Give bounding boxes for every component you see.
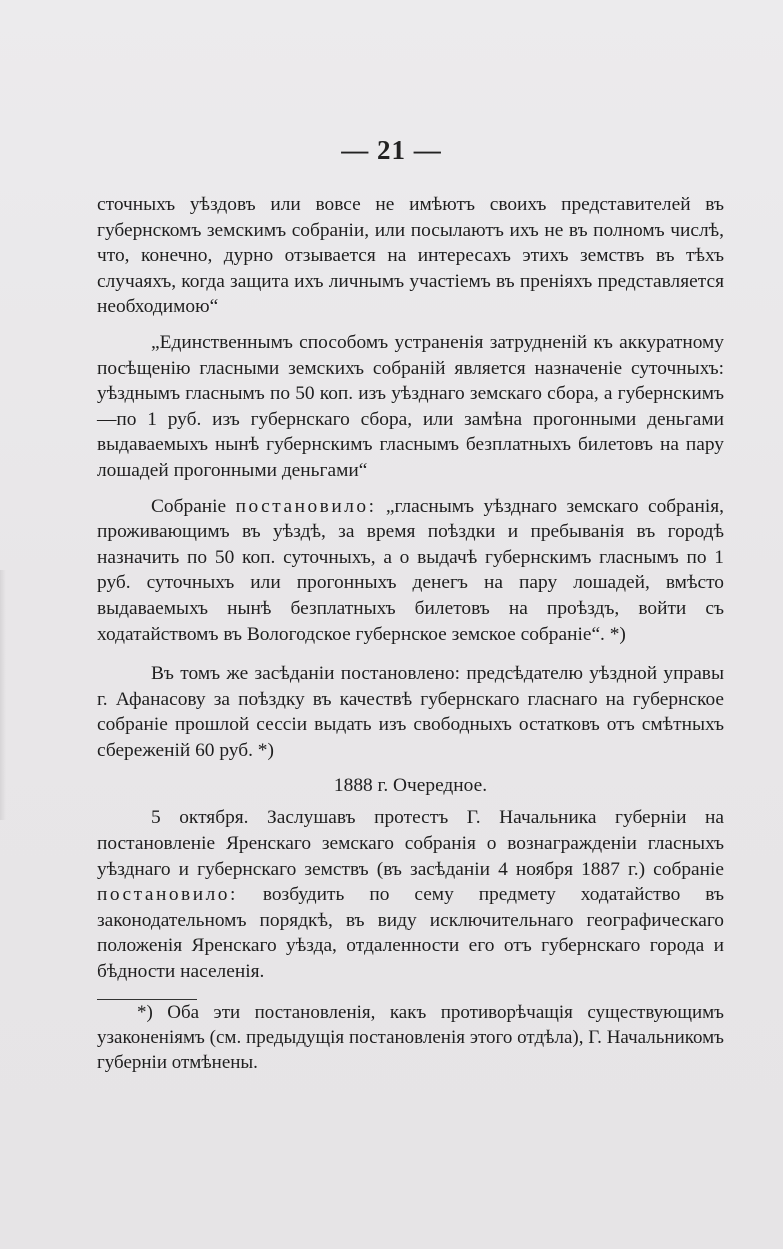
resolution-text: „гласнымъ уѣзднаго земскаго собранія, проживающимъ въ уѣздѣ, за время поѣздки и пребыванія въ городѣ назначить по 50 коп. суточныхъ, а о выдачѣ губернскимъ гласнымъ по 1 руб. суточныхъ или прогонныхъ денегъ на пару лошадей, вмѣсто выдаваемыхъ нынѣ безплатныхъ билетовъ на проѣздъ, войти съ ходатайствомъ въ Вологодское губернское земское собраніе“. *) [97,495,724,645]
section-heading: 1888 г. Очередное. [333,775,488,797]
page-number: — 21 — [341,135,442,165]
paragraph-continued: сточныхъ уѣздовъ или вовсе не имѣютъ своихъ представителей въ губернскомъ земскимъ собраніи, или посылаютъ ихъ не въ полномъ числѣ, что, конечно, дурно отзывается на интересахъ этихъ земствъ въ тѣхъ случаяхъ, когда защита ихъ личнымъ участіемъ въ преніяхъ представляется необходимою“ [97,194,724,318]
october-text: возбудить по сему предмету ходатайство въ законодательномъ порядкѣ, въ виду исключительнаго географическаго положенія Яренскаго уѣзда, отдаленности его отъ губернскаго города и бѣдности населенія. [97,884,724,983]
footnote: *) Оба эти постановленія, какъ противорѣчащія существующимъ узаконеніямъ (см. предыдущія постановленія этого отдѣла), Г. Начальникомъ губерніи отмѣнены. [97,1001,724,1073]
page-edge-shadow [0,570,6,820]
october-verb: постановило: [97,884,238,906]
resolution-lead: Собраніе [151,495,227,517]
paragraph-october [97,805,724,984]
page-body [97,192,724,1075]
resolution-verb: постановило: [235,495,377,517]
paragraph-same-session: Въ томъ же засѣданіи постановлено: предсѣдателю уѣздной управы г. Афанасову за поѣздку въ качествѣ губернскаго гласнаго на губернское собраніе прошлой сессіи выдать изъ свободныхъ остатковъ отъ смѣтныхъ сбереженій 60 руб. *) [97,663,724,761]
october-lead: 5 октября. Заслушавъ протестъ Г. Начальника губерніи на постановленіе Яренскаго земскаго собранія о вознагражденіи гласныхъ уѣзднаго и губернскаго земствъ (въ засѣданіи 4 ноября 1887 г.) собраніе [97,807,724,880]
paragraph-resolution [97,494,724,648]
paragraph-quote: „Единственнымъ способомъ устраненія затрудненій къ аккуратному посѣщенію гласными земскихъ собраній является назначеніе суточныхъ: уѣзднымъ гласнымъ по 50 коп. изъ уѣзднаго земскаго сбора, а губернскимъ—по 1 руб. изъ губернскаго сбора, или замѣна прогонными деньгами выдаваемыхъ нынѣ губернскимъ гласнымъ безплатныхъ билетовъ на пару лошадей прогонными деньгами“ [97,331,724,481]
